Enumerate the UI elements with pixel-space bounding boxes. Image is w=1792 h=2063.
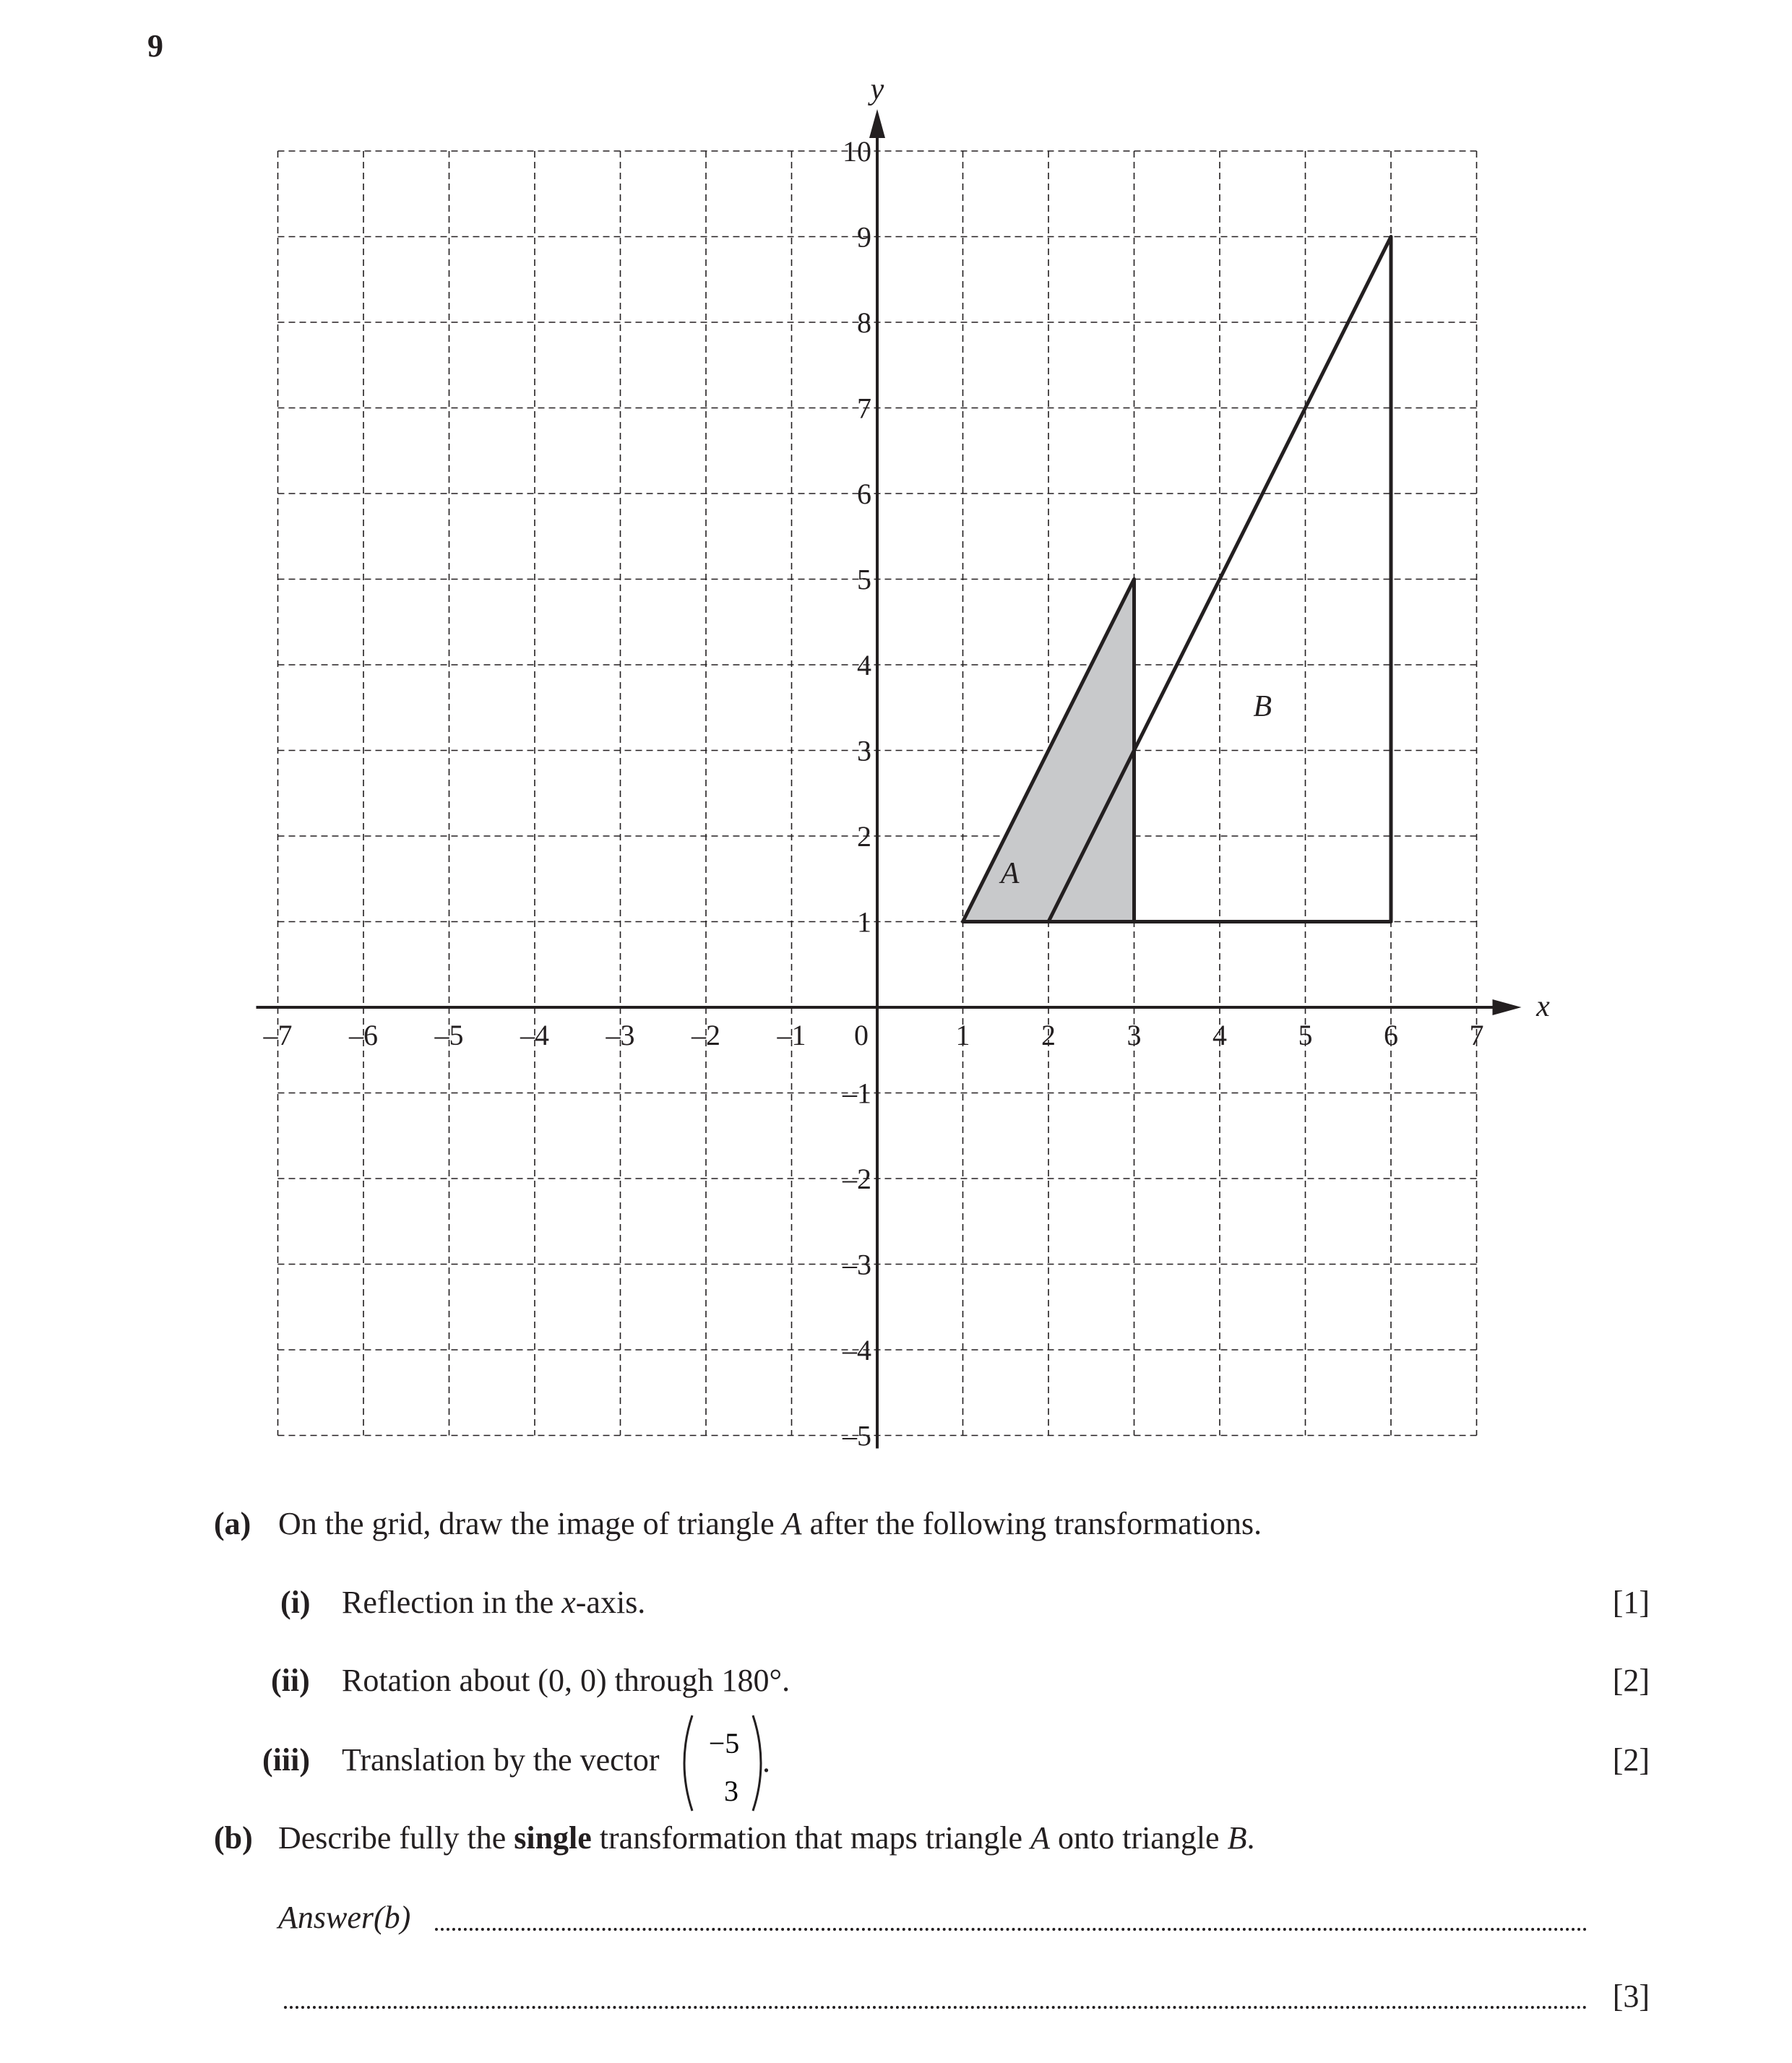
column-vector — [679, 1713, 773, 1814]
part-a-i-marks: [1] — [1612, 1585, 1650, 1620]
part-a-ii-text: Rotation about (0, 0) through 180°. — [342, 1663, 791, 1698]
x-tick-label: 3 — [1127, 1019, 1142, 1051]
answer-line-2[interactable] — [284, 2006, 1588, 2009]
part-a-iii-label: (iii) — [262, 1742, 310, 1778]
x-tick-label: 1 — [955, 1019, 970, 1051]
part-b-label: (b) — [214, 1820, 253, 1856]
part-a-i-text: Reflection in the x-axis. — [342, 1585, 646, 1620]
triangle-label-b: B — [1253, 690, 1272, 724]
y-tick-label: 7 — [857, 392, 871, 425]
part-a-label: (a) — [214, 1506, 251, 1541]
x-tick-label: –5 — [434, 1019, 464, 1051]
x-tick-label: 5 — [1298, 1019, 1313, 1051]
y-tick-label: 4 — [857, 649, 871, 681]
part-b-question: Describe fully the single transformation that maps triangle A onto triangle B. — [278, 1820, 1255, 1856]
y-axis-arrow — [869, 109, 885, 138]
part-a-ii-marks: [2] — [1612, 1663, 1650, 1698]
y-tick-label: 1 — [857, 905, 871, 939]
answer-line-1[interactable] — [435, 1928, 1588, 1931]
x-tick-label: –2 — [692, 1019, 720, 1051]
vector-top: −5 — [708, 1727, 740, 1760]
x-tick-label: 7 — [1469, 1019, 1484, 1051]
y-tick-label: 2 — [857, 820, 871, 853]
y-tick-label: 5 — [857, 563, 871, 596]
part-a-iii-text: Translation by the vector — [342, 1742, 660, 1778]
y-tick-label: –4 — [843, 1334, 871, 1366]
triangle-label-a: A — [1000, 857, 1020, 891]
origin-label: 0 — [854, 1019, 869, 1051]
x-tick-label: 2 — [1041, 1019, 1056, 1051]
y-tick-label: 8 — [857, 306, 871, 339]
x-tick-label: 4 — [1212, 1019, 1227, 1051]
part-a-ii-label: (ii) — [271, 1663, 310, 1698]
x-axis-arrow — [1493, 999, 1522, 1015]
x-tick-label: –6 — [349, 1019, 378, 1051]
part-a-iii-marks: [2] — [1612, 1742, 1650, 1778]
answer-label: Answer(b) — [278, 1900, 411, 1935]
y-axis-label: y — [870, 73, 884, 106]
x-axis-label: x — [1536, 990, 1550, 1023]
x-tick-label: 6 — [1384, 1019, 1398, 1051]
y-tick-label: –5 — [843, 1419, 871, 1452]
x-tick-label: –3 — [606, 1019, 635, 1051]
y-tick-label: –3 — [843, 1248, 871, 1281]
part-a-i-label: (i) — [280, 1585, 311, 1620]
vector-bottom: 3 — [724, 1775, 738, 1807]
y-tick-label: 3 — [857, 734, 871, 767]
question-number: 9 — [147, 28, 163, 64]
y-tick-label: –2 — [843, 1163, 871, 1195]
part-b-marks: [3] — [1612, 1978, 1650, 2014]
x-tick-label: –7 — [263, 1019, 293, 1051]
y-tick-label: 10 — [843, 135, 871, 168]
part-a-instruction: On the grid, draw the image of triangle A after the following transformations. — [278, 1506, 1262, 1541]
part-a-iii-end: . — [762, 1744, 770, 1779]
y-tick-label: –1 — [843, 1077, 871, 1110]
x-tick-label: –1 — [777, 1019, 806, 1051]
x-tick-label: –4 — [520, 1019, 549, 1051]
y-tick-label: 9 — [857, 220, 871, 254]
y-tick-label: 6 — [857, 478, 871, 510]
